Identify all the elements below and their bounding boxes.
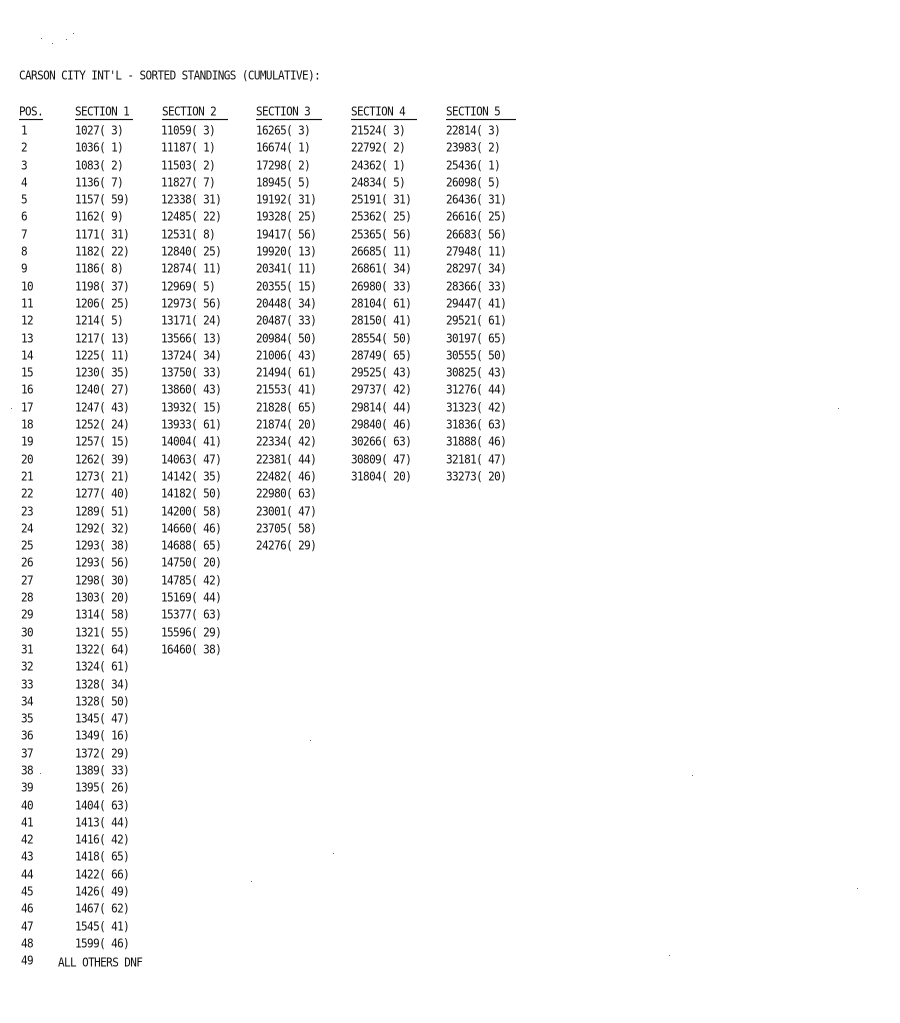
section-3-cell: 18945( 5) — [256, 174, 311, 190]
section-2-cell: 11059( 3) — [161, 123, 216, 138]
scan-speck — [669, 955, 670, 956]
section-3-cell: 23705( 58) — [256, 520, 317, 536]
section-4-cell: 29814( 44) — [351, 399, 412, 415]
section-1-cell: 1171( 31) — [75, 226, 130, 242]
section-3-cell: 17298( 2) — [256, 157, 311, 173]
section-1-cell: 1426( 49) — [75, 884, 130, 900]
section-1-cell: 1027( 3) — [75, 123, 124, 138]
section-4-cell: 25365( 56) — [351, 226, 412, 242]
section-2-cell: 12485( 22) — [161, 209, 222, 225]
scan-speck — [333, 853, 334, 854]
section-1-cell: 1186( 8) — [75, 261, 124, 277]
section-2-cell: 11827( 7) — [161, 174, 216, 190]
section-5-cell: 23983( 2) — [446, 140, 501, 156]
section-5-cell: 29447( 41) — [446, 295, 507, 311]
section-2-cell: 12840( 25) — [161, 244, 222, 260]
section-1-cell: 1257( 15) — [75, 434, 130, 450]
position-cell: 37 — [21, 745, 34, 761]
position-cell: 29 — [21, 607, 34, 623]
position-cell: 1 — [21, 123, 28, 138]
section-3-cell: 20487( 33) — [256, 313, 317, 329]
section-1-cell: 1345( 47) — [75, 711, 130, 727]
section-1-cell: 1314( 58) — [75, 607, 130, 623]
section-4-cell: 26861( 34) — [351, 261, 412, 277]
section-1-cell: 1303( 20) — [75, 590, 130, 605]
section-2-cell: 13171( 24) — [161, 313, 222, 329]
section-1-cell: 1322( 64) — [75, 641, 130, 657]
section-4-cell: 29840( 46) — [351, 417, 412, 432]
header-pos: POS. — [19, 104, 44, 119]
section-5-cell: 28366( 33) — [446, 278, 507, 294]
section-1-cell: 1413( 44) — [75, 814, 130, 830]
position-cell: 31 — [21, 641, 34, 657]
section-1-cell: 1467( 62) — [75, 901, 130, 917]
section-2-cell: 11187( 1) — [161, 140, 216, 156]
section-2-cell: 14182( 50) — [161, 486, 222, 502]
section-1-cell: 1252( 24) — [75, 417, 130, 432]
section-1-cell: 1036( 1) — [75, 140, 124, 156]
section-1-cell: 1240( 27) — [75, 382, 130, 398]
position-cell: 8 — [21, 244, 28, 260]
section-1-cell: 1321( 55) — [75, 624, 130, 640]
position-cell: 47 — [21, 918, 34, 934]
section-1-cell: 1289( 51) — [75, 503, 130, 519]
section-2-cell: 13932( 15) — [161, 399, 222, 415]
section-2-cell: 12874( 11) — [161, 261, 222, 277]
position-cell: 24 — [21, 520, 34, 536]
section-3-cell: 21006( 43) — [256, 347, 317, 363]
section-3-cell: 19417( 56) — [256, 226, 317, 242]
section-4-cell: 28749( 65) — [351, 347, 412, 363]
section-3-cell: 16674( 1) — [256, 140, 311, 156]
section-3-cell: 22381( 44) — [256, 451, 317, 467]
scan-speck — [41, 38, 42, 39]
section-1-cell: 1418( 65) — [75, 849, 130, 865]
position-cell: 11 — [21, 295, 34, 311]
section-3-cell: 19920( 13) — [256, 244, 317, 260]
section-1-cell: 1404( 63) — [75, 797, 130, 813]
section-5-cell: 29521( 61) — [446, 313, 507, 329]
section-2-cell: 14660( 46) — [161, 520, 222, 536]
position-cell: 30 — [21, 624, 34, 640]
section-2-cell: 13860( 43) — [161, 382, 222, 398]
section-2-cell: 14063( 47) — [161, 451, 222, 467]
scan-speck — [66, 39, 67, 40]
section-4-cell: 28150( 41) — [351, 313, 412, 329]
position-cell: 22 — [21, 486, 34, 502]
position-cell: 34 — [21, 693, 34, 709]
position-cell: 27 — [21, 572, 34, 588]
section-5-cell: 27948( 11) — [446, 244, 507, 260]
position-cell: 6 — [21, 209, 28, 225]
section-2-cell: 12338( 31) — [161, 192, 222, 208]
section-4-cell: 25362( 25) — [351, 209, 412, 225]
section-3-cell: 16265( 3) — [256, 123, 311, 138]
scan-speck — [857, 888, 858, 889]
section-3-cell: 19192( 31) — [256, 192, 317, 208]
position-cell: 19 — [21, 434, 34, 450]
section-4-cell: 22792( 2) — [351, 140, 406, 156]
section-2-cell: 14688( 65) — [161, 538, 222, 554]
section-3-cell: 20355( 15) — [256, 278, 317, 294]
header-section-5: SECTION 5 — [446, 104, 516, 120]
position-cell: 12 — [21, 313, 34, 329]
section-5-cell: 31276( 44) — [446, 382, 507, 398]
section-2-cell: 13750( 33) — [161, 365, 222, 381]
section-5-cell: 26683( 56) — [446, 226, 507, 242]
header-section-2: SECTION 2 — [162, 104, 228, 120]
position-cell: 36 — [21, 728, 34, 744]
section-5-cell: 26436( 31) — [446, 192, 507, 208]
section-3-column — [256, 122, 316, 554]
section-1-cell: 1157( 59) — [75, 192, 130, 208]
section-1-cell: 1198( 37) — [75, 278, 130, 294]
section-2-cell: 12969( 5) — [161, 278, 216, 294]
section-5-cell: 25436( 1) — [446, 157, 501, 173]
section-5-column — [446, 122, 506, 485]
section-3-cell: 19328( 25) — [256, 209, 317, 225]
section-5-cell: 32181( 47) — [446, 451, 507, 467]
position-cell: 25 — [21, 538, 34, 554]
position-cell: 39 — [21, 780, 34, 796]
section-4-cell: 30809( 47) — [351, 451, 412, 467]
section-1-cell: 1422( 66) — [75, 866, 130, 882]
section-5-cell: 26098( 5) — [446, 174, 501, 190]
section-1-cell: 1292( 32) — [75, 520, 130, 536]
position-cell: 33 — [21, 676, 34, 692]
position-cell: 48 — [21, 935, 34, 951]
section-4-cell: 30266( 63) — [351, 434, 412, 450]
position-cell: 10 — [21, 278, 34, 294]
section-1-cell: 1372( 29) — [75, 745, 130, 761]
scan-speck — [310, 740, 311, 741]
section-5-cell: 31323( 42) — [446, 399, 507, 415]
section-1-cell: 1206( 25) — [75, 295, 130, 311]
positions-column — [21, 122, 33, 970]
position-cell: 20 — [21, 451, 34, 467]
position-cell: 28 — [21, 590, 34, 605]
section-5-cell: 31836( 63) — [446, 417, 507, 432]
page-title: CARSON CITY INT'L - SORTED STANDINGS (CUMULATIVE): — [19, 68, 321, 83]
section-1-cell: 1328( 34) — [75, 676, 130, 692]
position-cell: 23 — [21, 503, 34, 519]
scan-speck — [52, 43, 53, 44]
position-cell: 40 — [21, 797, 34, 813]
section-5-cell: 31888( 46) — [446, 434, 507, 450]
position-cell: 32 — [21, 659, 34, 675]
section-1-cell: 1389( 33) — [75, 762, 130, 778]
section-4-column — [351, 122, 411, 485]
section-2-cell: 13566( 13) — [161, 330, 222, 346]
section-1-cell: 1293( 38) — [75, 538, 130, 554]
section-4-cell: 28104( 61) — [351, 295, 412, 311]
section-3-cell: 20984( 50) — [256, 330, 317, 346]
section-1-cell: 1298( 30) — [75, 572, 130, 588]
position-cell: 41 — [21, 814, 34, 830]
section-1-cell: 1262( 39) — [75, 451, 130, 467]
section-1-cell: 1349( 16) — [75, 728, 130, 744]
section-2-cell: 15377( 63) — [161, 607, 222, 623]
section-1-cell: 1277( 40) — [75, 486, 130, 502]
section-1-cell: 1162( 9) — [75, 209, 124, 225]
section-3-cell: 20448( 34) — [256, 295, 317, 311]
position-cell: 4 — [21, 174, 28, 190]
section-3-cell: 23001( 47) — [256, 503, 317, 519]
section-1-cell: 1230( 35) — [75, 365, 130, 381]
position-cell: 49 — [21, 953, 34, 969]
section-2-cell: 14750( 20) — [161, 555, 222, 571]
section-3-cell: 22980( 63) — [256, 486, 317, 502]
position-cell: 16 — [21, 382, 34, 398]
section-3-cell: 22334( 42) — [256, 434, 317, 450]
position-cell: 26 — [21, 555, 34, 571]
scan-speck — [73, 33, 74, 34]
position-cell: 15 — [21, 365, 34, 381]
scan-speck — [692, 775, 693, 776]
position-cell: 7 — [21, 226, 28, 242]
position-cell: 38 — [21, 762, 34, 778]
section-1-cell: 1328( 50) — [75, 693, 130, 709]
position-cell: 44 — [21, 866, 34, 882]
header-section-4: SECTION 4 — [351, 104, 417, 120]
section-3-cell: 21828( 65) — [256, 399, 317, 415]
section-1-cell: 1083( 2) — [75, 157, 124, 173]
section-3-cell: 21874( 20) — [256, 417, 317, 432]
section-1-cell: 1217( 13) — [75, 330, 130, 346]
section-5-cell: 33273( 20) — [446, 468, 507, 484]
section-2-cell: 12973( 56) — [161, 295, 222, 311]
scan-speck — [251, 881, 252, 882]
section-1-cell: 1395( 26) — [75, 780, 130, 796]
section-5-cell: 30197( 65) — [446, 330, 507, 346]
section-4-cell: 24362( 1) — [351, 157, 406, 173]
position-cell: 21 — [21, 468, 34, 484]
header-section-3: SECTION 3 — [256, 104, 322, 120]
section-1-column — [75, 122, 129, 952]
section-2-cell: 15596( 29) — [161, 624, 222, 640]
section-1-cell: 1324( 61) — [75, 659, 130, 675]
section-2-cell: 14142( 35) — [161, 468, 222, 484]
section-5-cell: 26616( 25) — [446, 209, 507, 225]
section-2-cell: 11503( 2) — [161, 157, 216, 173]
section-1-cell: 1136( 7) — [75, 174, 124, 190]
section-1-cell: 1214( 5) — [75, 313, 124, 329]
section-1-cell: 1416( 42) — [75, 832, 130, 848]
position-cell: 14 — [21, 347, 34, 363]
position-cell: 17 — [21, 399, 34, 415]
section-4-cell: 25191( 31) — [351, 192, 412, 208]
scan-speck — [838, 408, 839, 409]
section-2-cell: 13724( 34) — [161, 347, 222, 363]
section-1-cell: 1293( 56) — [75, 555, 130, 571]
section-1-cell: 1545( 41) — [75, 918, 130, 934]
section-4-cell: 29737( 42) — [351, 382, 412, 398]
position-cell: 13 — [21, 330, 34, 346]
section-1-cell: 1182( 22) — [75, 244, 130, 260]
section-4-cell: 29525( 43) — [351, 365, 412, 381]
section-4-cell: 31804( 20) — [351, 468, 412, 484]
position-cell: 35 — [21, 711, 34, 727]
position-cell: 43 — [21, 849, 34, 865]
section-5-cell: 22814( 3) — [446, 123, 501, 138]
section-1-cell: 1247( 43) — [75, 399, 130, 415]
section-3-cell: 24276( 29) — [256, 538, 317, 554]
section-3-cell: 21494( 61) — [256, 365, 317, 381]
section-2-cell: 15169( 44) — [161, 590, 222, 605]
scan-speck — [11, 408, 12, 409]
section-2-cell: 14004( 41) — [161, 434, 222, 450]
section-1-cell: 1599( 46) — [75, 935, 130, 951]
section-2-cell: 12531( 8) — [161, 226, 216, 242]
section-5-cell: 30555( 50) — [446, 347, 507, 363]
section-5-cell: 30825( 43) — [446, 365, 507, 381]
section-3-cell: 21553( 41) — [256, 382, 317, 398]
scan-speck — [40, 773, 41, 774]
position-cell: 9 — [21, 261, 28, 277]
section-4-cell: 21524( 3) — [351, 123, 406, 138]
dnf-note: ALL OTHERS DNF — [58, 955, 143, 970]
section-2-cell: 14785( 42) — [161, 572, 222, 588]
section-2-cell: 14200( 58) — [161, 503, 222, 519]
section-4-cell: 28554( 50) — [351, 330, 412, 346]
section-3-cell: 20341( 11) — [256, 261, 317, 277]
section-1-cell: 1273( 21) — [75, 468, 130, 484]
section-4-cell: 26685( 11) — [351, 244, 412, 260]
section-2-cell: 13933( 61) — [161, 417, 222, 432]
section-5-cell: 28297( 34) — [446, 261, 507, 277]
position-cell: 46 — [21, 901, 34, 917]
section-4-cell: 24834( 5) — [351, 174, 406, 190]
section-4-cell: 26980( 33) — [351, 278, 412, 294]
section-3-cell: 22482( 46) — [256, 468, 317, 484]
position-cell: 5 — [21, 192, 28, 208]
section-2-cell: 16460( 38) — [161, 641, 222, 657]
section-1-cell: 1225( 11) — [75, 347, 130, 363]
position-cell: 45 — [21, 884, 34, 900]
section-2-column — [161, 122, 221, 658]
position-cell: 2 — [21, 140, 28, 156]
position-cell: 3 — [21, 157, 28, 173]
position-cell: 18 — [21, 417, 34, 432]
position-cell: 42 — [21, 832, 34, 848]
header-section-1: SECTION 1 — [75, 104, 133, 120]
